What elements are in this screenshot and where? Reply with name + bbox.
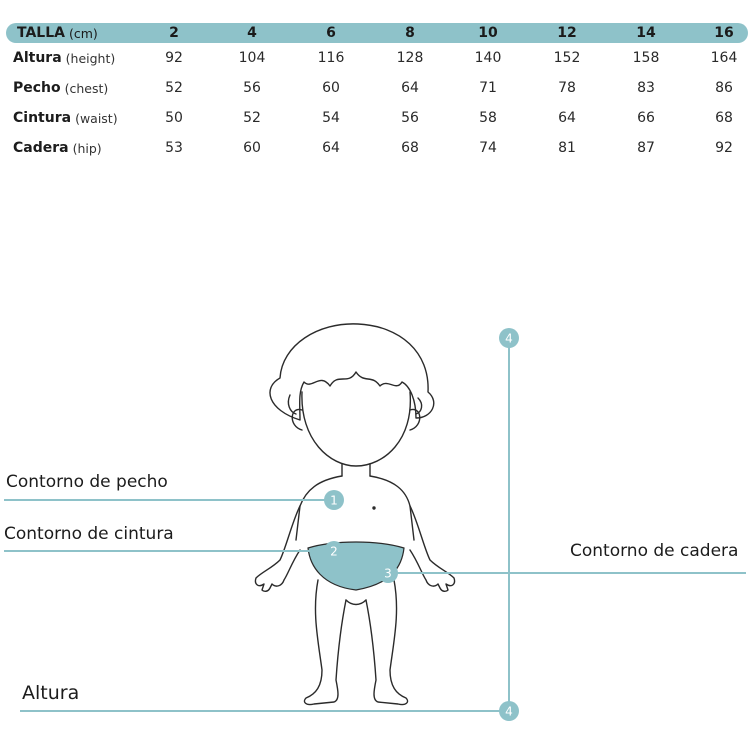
child-figure [255, 324, 454, 705]
table-cell: 60 [322, 80, 340, 96]
size-header: 6 [326, 25, 336, 41]
right-arm [410, 506, 455, 591]
size-header: 8 [405, 25, 415, 41]
table-cell: 58 [479, 110, 497, 126]
row-label: Cadera [13, 140, 69, 156]
table-cell: 140 [474, 50, 502, 66]
table-cell: 116 [317, 50, 345, 66]
table-cell: 52 [243, 110, 261, 126]
row-sublabel: (waist) [75, 110, 118, 126]
size-header: 12 [557, 25, 577, 41]
table-cell: 60 [243, 140, 261, 156]
left-leg [304, 580, 346, 705]
table-cell: 74 [479, 140, 497, 156]
marker-waist-number: 2 [330, 544, 338, 559]
hip-label: Contorno de cadera [570, 541, 739, 561]
marker-height-top [499, 328, 519, 348]
size-header: 4 [247, 25, 257, 41]
marker-height-bottom [499, 701, 519, 721]
table-cell: 158 [632, 50, 660, 66]
table-cell: 68 [401, 140, 419, 156]
table-cell: 64 [322, 140, 340, 156]
table-cell: 52 [165, 80, 183, 96]
table-cell: 87 [637, 140, 655, 156]
table-cell: 128 [396, 50, 424, 66]
table-cell: 50 [165, 110, 183, 126]
table-cell: 164 [710, 50, 738, 66]
size-header: 16 [714, 25, 734, 41]
size-header: 2 [169, 25, 179, 41]
table-cell: 53 [165, 140, 183, 156]
table-cell: 104 [238, 50, 266, 66]
unit-label: (cm) [68, 25, 98, 41]
marker-hip [378, 563, 398, 583]
height-label: Altura [22, 682, 80, 704]
table-cell: 83 [637, 80, 655, 96]
table-cell: 56 [243, 80, 261, 96]
table-cell: 54 [322, 110, 340, 126]
size-header: 14 [636, 25, 656, 41]
table-cell: 152 [553, 50, 581, 66]
marker-hip-number: 3 [384, 566, 392, 581]
talla-label: TALLA [17, 25, 65, 41]
marker-waist [324, 541, 344, 561]
row-label: Altura [13, 50, 62, 66]
table-cell: 66 [637, 110, 655, 126]
table-cell: 64 [558, 110, 576, 126]
table-cell: 86 [715, 80, 733, 96]
marker-height-bottom-number: 4 [505, 704, 513, 719]
table-cell: 56 [401, 110, 419, 126]
table-cell: 64 [401, 80, 419, 96]
table-cell: 92 [715, 140, 733, 156]
marker-height-top-number: 4 [505, 331, 513, 346]
table-cell: 81 [558, 140, 576, 156]
row-label: Cintura [13, 110, 72, 126]
table-cell: 68 [715, 110, 733, 126]
row-sublabel: (chest) [64, 80, 109, 96]
hair [270, 324, 434, 420]
right-leg [366, 580, 408, 705]
marker-chest-number: 1 [330, 493, 338, 508]
table-cell: 71 [479, 80, 497, 96]
table-cell: 92 [165, 50, 183, 66]
table-cell: 78 [558, 80, 576, 96]
row-sublabel: (hip) [72, 140, 102, 156]
left-arm [255, 506, 300, 591]
marker-chest [324, 490, 344, 510]
row-sublabel: (height) [65, 50, 116, 66]
face [302, 392, 410, 466]
waist-label: Contorno de cintura [4, 524, 174, 544]
chest-label: Contorno de pecho [6, 472, 168, 492]
row-label: Pecho [13, 80, 61, 96]
size-header: 10 [478, 25, 498, 41]
